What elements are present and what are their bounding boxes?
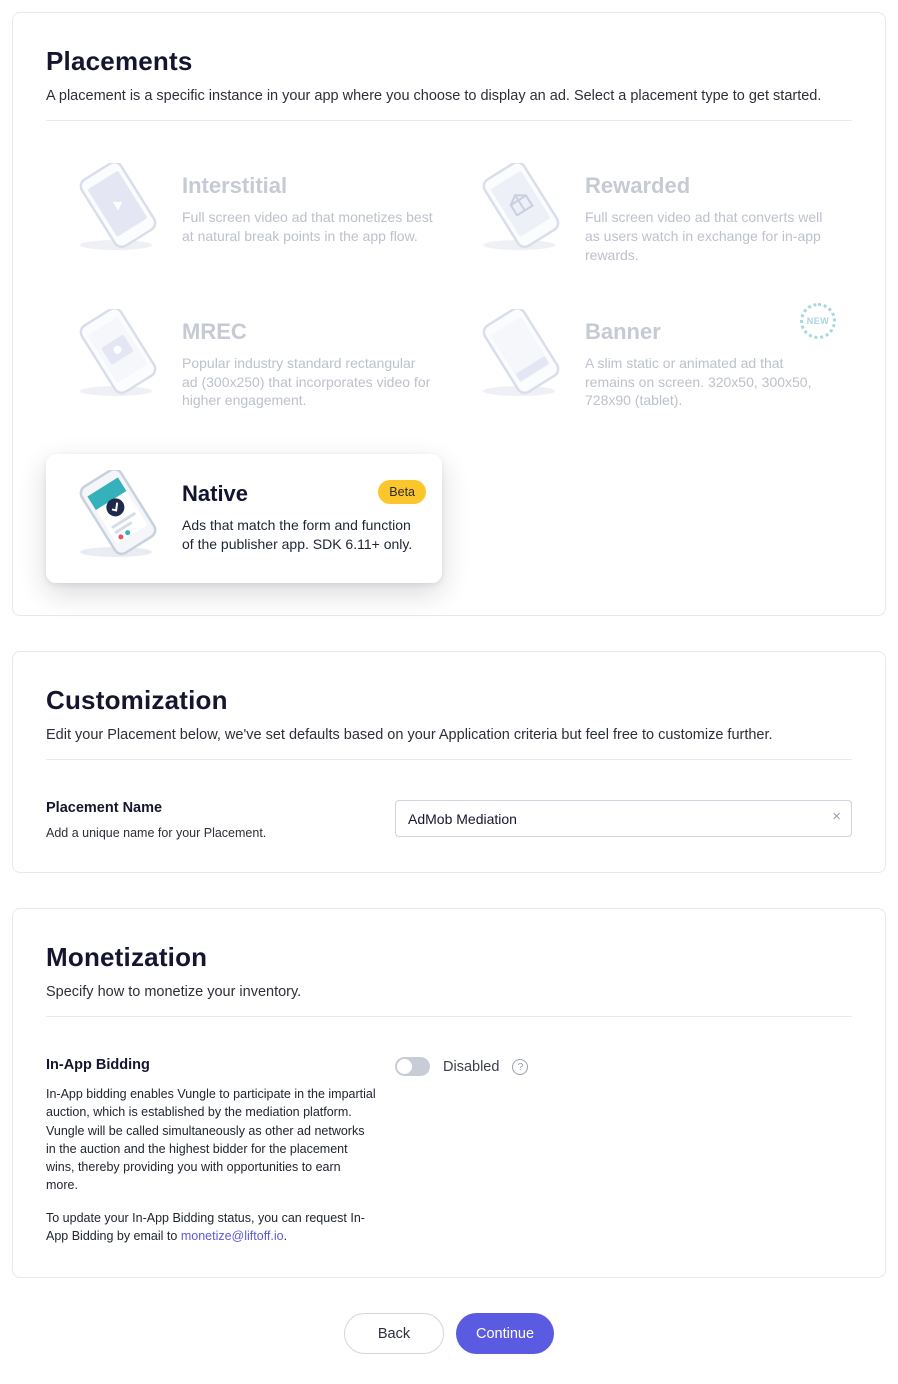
clear-input-icon[interactable]: ×: [832, 808, 841, 826]
customization-card: [12, 651, 886, 873]
placement-type-text: [182, 163, 434, 246]
placement-type-title: MREC: [182, 318, 247, 344]
placement-type-text: [585, 309, 837, 411]
placement-name-input-wrap: [395, 800, 852, 837]
placement-type-grid: [46, 121, 852, 583]
placements-title: Placements: [46, 46, 193, 76]
help-icon[interactable]: ?: [512, 1059, 528, 1075]
placement-type-desc: Full screen video ad that monetizes best at natural break points in the app flow.: [182, 209, 433, 244]
placement-type-interstitial[interactable]: [46, 163, 449, 265]
native-phone-icon: [66, 470, 166, 565]
toggle-knob: [397, 1059, 412, 1074]
placement-name-helper: Add a unique name for your Placement.: [46, 826, 267, 841]
placement-type-native[interactable]: [46, 454, 442, 583]
placement-type-text: [585, 163, 837, 265]
monetization-subtitle: Specify how to monetize your inventory.: [46, 984, 302, 1001]
in-app-bidding-labels: [46, 1057, 395, 1245]
placement-type-desc: Ads that match the form and function of the publisher app. SDK 6.11+ only.: [182, 516, 413, 553]
placement-type-title: Interstitial: [182, 173, 288, 198]
placement-type-title: Rewarded: [585, 173, 691, 198]
in-app-bidding-description: In-App bidding enables Vungle to participate in the impartial auction, which is established by the mediation platform. Vungle will be called simultaneously as other ad networks in the auction and the highest bidder for the placement wins, thereby providing you with opportunities to earn more.: [46, 1087, 376, 1192]
customization-subtitle: Edit your Placement below, we've set defaults based on your Application criteria but feel free to customize further.: [46, 727, 773, 744]
back-button[interactable]: Back: [344, 1313, 444, 1354]
placement-name-input[interactable]: [395, 800, 852, 837]
placement-type-title: Native: [182, 480, 249, 506]
placement-type-title: Banner: [585, 318, 661, 344]
placement-type-banner[interactable]: [449, 309, 852, 411]
interstitial-phone-icon: [66, 163, 166, 258]
placements-card: [12, 12, 886, 616]
placement-type-text: [182, 309, 434, 411]
note-text: To update your In-App Bidding status, you can request In-App Bidding by email to: [46, 1211, 365, 1244]
placement-type-desc: Popular industry standard rectangular ad (300x250) that incorporates video for higher engagement.: [182, 354, 431, 409]
continue-button[interactable]: Continue: [456, 1313, 554, 1354]
in-app-bidding-label: In-App Bidding: [46, 1057, 150, 1074]
in-app-bidding-toggle[interactable]: [395, 1057, 430, 1076]
placement-type-desc: Full screen video ad that converts well as users watch in exchange for in-app rewards.: [585, 209, 823, 263]
customization-title: Customization: [46, 685, 228, 716]
monetize-email-link[interactable]: monetize@liftoff.io: [180, 1229, 284, 1244]
in-app-bidding-status: Disabled: [443, 1058, 500, 1075]
placement-type-mrec[interactable]: [46, 309, 449, 411]
placements-subtitle: A placement is a specific instance in your app where you choose to display an ad. Select a placement type to get started.: [46, 88, 822, 104]
monetization-card: [12, 908, 886, 1278]
in-app-bidding-note: [46, 1209, 366, 1245]
footer-actions: [0, 1313, 898, 1354]
in-app-bidding-row: [46, 1017, 852, 1245]
banner-phone-icon: [469, 309, 569, 404]
new-badge: NEW: [800, 303, 836, 339]
rewarded-phone-icon: [469, 163, 569, 258]
placement-type-desc: A slim static or animated ad that remains on screen. 320x50, 300x50, 728x90 (tablet).: [585, 354, 812, 409]
mrec-phone-icon: [66, 309, 166, 404]
note-suffix: .: [283, 1229, 288, 1244]
beta-badge: Beta: [378, 480, 426, 504]
placement-type-rewarded[interactable]: [449, 163, 852, 265]
placement-name-labels: [46, 800, 395, 840]
placement-name-row: [46, 760, 852, 840]
in-app-bidding-control: [395, 1057, 528, 1076]
monetization-title: Monetization: [46, 942, 208, 973]
placement-name-label: Placement Name: [46, 800, 163, 817]
